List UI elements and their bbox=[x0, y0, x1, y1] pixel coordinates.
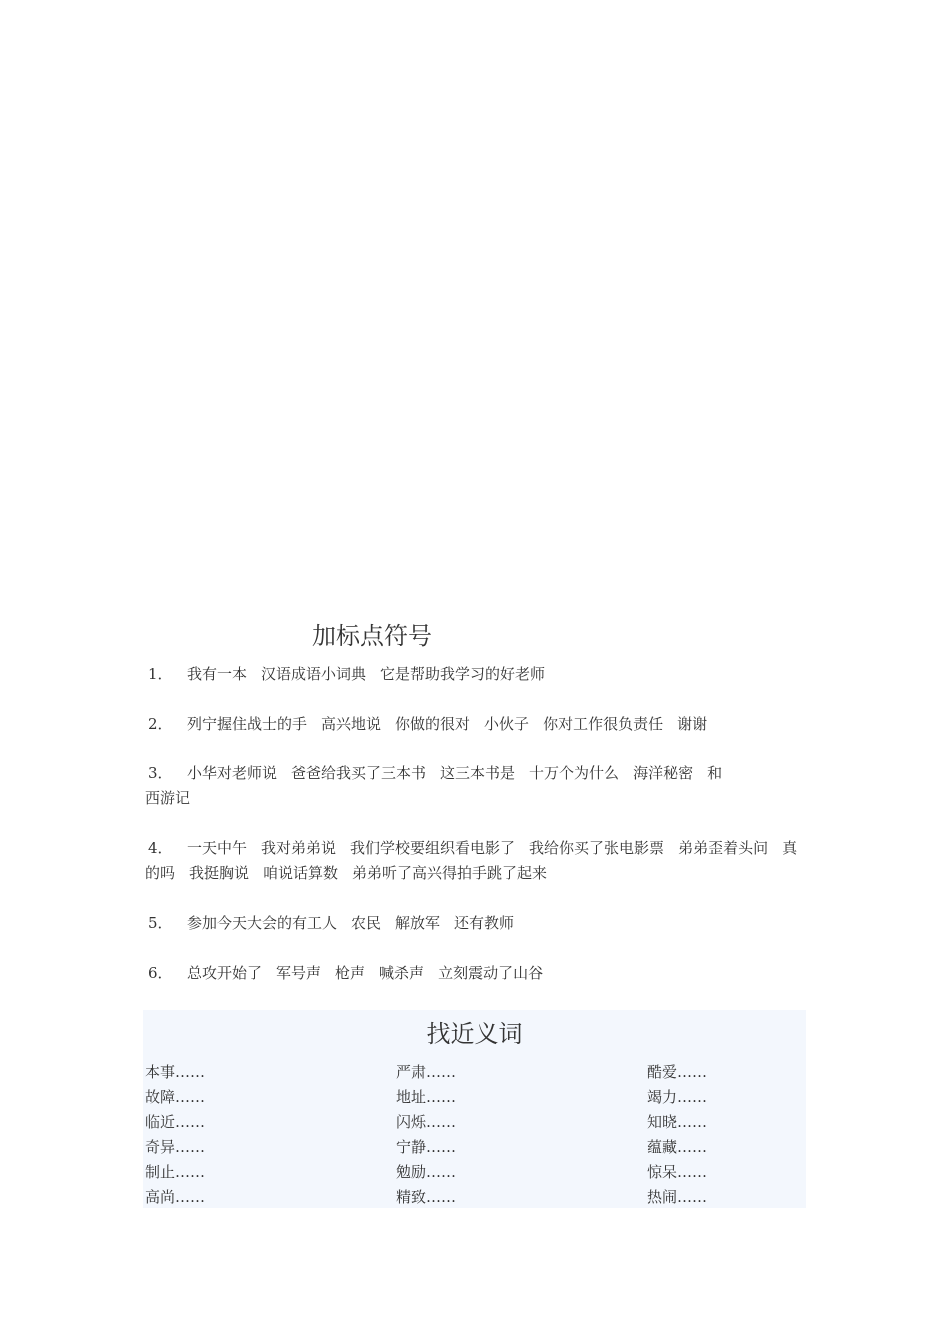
exercise-text-segment: 我们学校要组织看电影了 bbox=[350, 839, 516, 857]
exercise-text-segment: 列宁握住战士的手 bbox=[187, 715, 308, 733]
punctuation-exercise-3 bbox=[145, 761, 810, 811]
exercise-number: 2． bbox=[148, 715, 173, 733]
exercise-text-segment: 真的吗 bbox=[145, 839, 798, 882]
exercise-text-segment: 枪声 bbox=[335, 964, 366, 982]
exercise-text-segment: 总攻开始了 bbox=[187, 964, 263, 982]
exercise-text-segment: 农民 bbox=[351, 914, 382, 932]
exercise-text-segment: 十万个为什么 bbox=[529, 764, 620, 782]
synonym-column-2 bbox=[396, 1060, 456, 1210]
synonym-word: 地址…… bbox=[396, 1088, 457, 1106]
synonym-word: 热闹…… bbox=[647, 1188, 708, 1206]
exercise-text-segment: 立刻震动了山谷 bbox=[438, 964, 544, 982]
synonym-word: 勉励…… bbox=[396, 1163, 457, 1181]
synonym-section-title: 找近义词 bbox=[426, 1020, 523, 1048]
punctuation-section-title: 加标点符号 bbox=[312, 622, 432, 650]
synonym-word: 故障…… bbox=[145, 1088, 206, 1106]
exercise-text-segment: 和 bbox=[707, 764, 723, 782]
exercise-number: 6． bbox=[148, 964, 173, 982]
punctuation-exercise-6 bbox=[145, 961, 810, 986]
exercise-text-segment: 它是帮助我学习的好老师 bbox=[380, 665, 546, 683]
synonym-word: 竭力…… bbox=[647, 1088, 708, 1106]
exercise-text-segment: 你做的很对 bbox=[395, 715, 471, 733]
exercise-text-segment: 爸爸给我买了三本书 bbox=[291, 764, 427, 782]
synonym-word: 蕴藏…… bbox=[647, 1138, 708, 1156]
exercise-text-segment: 咱说话算数 bbox=[263, 864, 339, 882]
exercise-text-segment: 参加今天大会的有工人 bbox=[187, 914, 338, 932]
exercise-text-segment: 我对弟弟说 bbox=[261, 839, 337, 857]
punctuation-exercise-2 bbox=[145, 712, 810, 737]
exercise-number: 1． bbox=[148, 665, 173, 683]
exercise-text-segment: 还有教师 bbox=[454, 914, 515, 932]
synonym-word: 制止…… bbox=[145, 1163, 206, 1181]
exercise-text-segment: 汉语成语小词典 bbox=[261, 665, 367, 683]
synonym-word: 高尚…… bbox=[145, 1188, 206, 1206]
punctuation-exercise-4 bbox=[145, 836, 810, 886]
exercise-text-segment: 弟弟歪着头问 bbox=[678, 839, 769, 857]
exercise-text-segment: 喊杀声 bbox=[379, 964, 425, 982]
exercise-text-segment: 高兴地说 bbox=[321, 715, 382, 733]
exercise-text-segment: 弟弟听了高兴得拍手跳了起来 bbox=[352, 864, 548, 882]
synonym-word: 本事…… bbox=[145, 1063, 206, 1081]
exercise-text-segment: 我挺胸说 bbox=[189, 864, 250, 882]
exercise-text-segment: 这三本书是 bbox=[440, 764, 516, 782]
synonym-section bbox=[143, 1010, 806, 1208]
exercise-text-segment: 我给你买了张电影票 bbox=[529, 839, 665, 857]
exercise-number: 5． bbox=[148, 914, 173, 932]
synonym-word: 临近…… bbox=[145, 1113, 206, 1131]
exercise-text-segment: 小华对老师说 bbox=[187, 764, 278, 782]
exercise-text-segment: 军号声 bbox=[276, 964, 322, 982]
synonym-word: 知晓…… bbox=[647, 1113, 708, 1131]
synonym-column-1 bbox=[145, 1060, 205, 1210]
exercise-text-segment: 西游记 bbox=[145, 789, 191, 807]
synonym-word: 奇异…… bbox=[145, 1138, 206, 1156]
synonym-word: 宁静…… bbox=[396, 1138, 457, 1156]
synonym-word: 闪烁…… bbox=[396, 1113, 457, 1131]
exercise-text-segment: 谢谢 bbox=[677, 715, 708, 733]
exercise-text-segment: 小伙子 bbox=[484, 715, 530, 733]
synonym-word: 惊呆…… bbox=[647, 1163, 708, 1181]
exercise-text-segment: 解放军 bbox=[395, 914, 441, 932]
exercise-text-segment: 我有一本 bbox=[187, 665, 248, 683]
synonym-word: 严肃…… bbox=[396, 1063, 457, 1081]
exercise-number: 4． bbox=[148, 839, 173, 857]
exercise-text-segment: 你对工作很负责任 bbox=[543, 715, 664, 733]
synonym-word: 酷爱…… bbox=[647, 1063, 708, 1081]
exercise-number: 3． bbox=[148, 764, 173, 782]
synonym-column-3 bbox=[647, 1060, 707, 1210]
exercise-text-segment: 海洋秘密 bbox=[633, 764, 694, 782]
synonym-word: 精致…… bbox=[396, 1188, 457, 1206]
exercise-text-segment: 一天中午 bbox=[187, 839, 248, 857]
punctuation-exercise-1 bbox=[145, 662, 810, 687]
punctuation-exercise-5 bbox=[145, 911, 810, 936]
